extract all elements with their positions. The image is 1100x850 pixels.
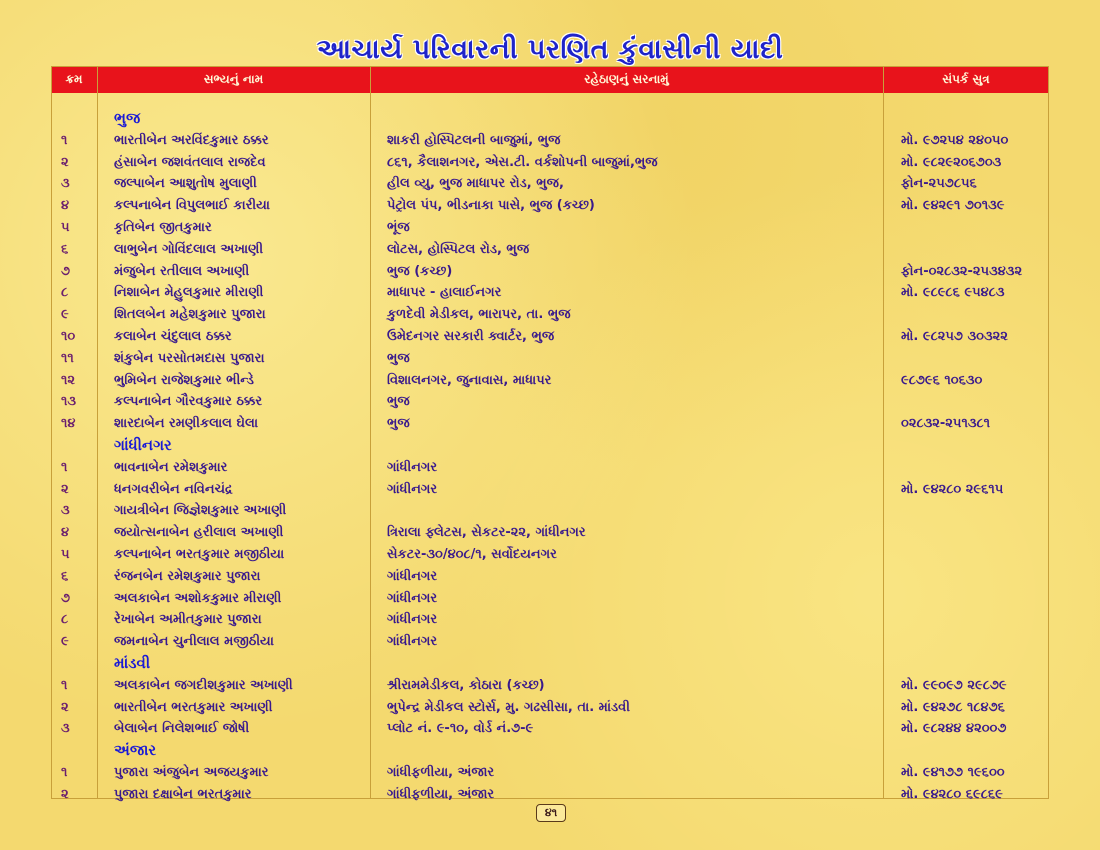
row-number: ૧ bbox=[61, 764, 68, 780]
member-address: ભૂંજ bbox=[387, 219, 410, 235]
group-heading-row bbox=[51, 653, 1049, 675]
row-number: ૨ bbox=[61, 481, 69, 497]
header-address: રહેઠાણનું સરનામું bbox=[584, 72, 669, 86]
member-address: ગાંધીનગર bbox=[387, 481, 438, 497]
member-name: પુજારા અંજુબેન અજયકુમાર bbox=[114, 764, 269, 780]
table-row bbox=[51, 522, 1049, 544]
member-name: હંસાબેન જશવંતલાલ રાજદેવ bbox=[114, 154, 266, 170]
member-address: વિશાલનગર, જુનાવાસ, માધાપર bbox=[387, 372, 552, 388]
group-heading-row bbox=[51, 108, 1049, 130]
table-row bbox=[51, 304, 1049, 326]
row-number: ૧૪ bbox=[61, 416, 76, 432]
member-address: લોટસ, હોસ્પિટલ રોડ, ભુજ bbox=[387, 241, 530, 257]
group-heading-row bbox=[51, 740, 1049, 762]
member-address: સેકટર-૩૦/૪૦૮/૧, સર્વોદયનગર bbox=[387, 546, 557, 562]
member-contact: ૦૨૮૩૨-૨૫૧૩૮૧ bbox=[901, 416, 991, 432]
member-name: કલાબેન ચંદુલાલ ઠક્કર bbox=[114, 328, 232, 344]
row-number: ૮ bbox=[61, 285, 69, 301]
member-contact: મો. ૯૪૨૮૦ ૬૯૮૬૯ bbox=[901, 786, 1003, 802]
member-address: ગાંધીનગર bbox=[387, 590, 438, 606]
table-row bbox=[51, 588, 1049, 610]
member-name: પુજારા દક્ષાબેન ભરતકુમાર bbox=[114, 786, 252, 802]
header-name: સભ્યનું નામ bbox=[203, 72, 264, 86]
member-name: નિશાબેન મેહુલકુમાર મીરાણી bbox=[114, 285, 264, 301]
page-number: ૪૧ bbox=[536, 804, 566, 822]
member-address: કુળદેવી મેડીકલ, ભારાપર, તા. ભુજ bbox=[387, 307, 571, 323]
table-row bbox=[51, 195, 1049, 217]
table-row bbox=[51, 457, 1049, 479]
member-name: શિતલબેન મહેશકુમાર પુજારા bbox=[114, 307, 266, 323]
member-name: અલકાબેન અશોકકુમાર મીરાણી bbox=[114, 590, 282, 606]
member-address: શાકરી હોસ્પિટલની બાજુમાં, ભુજ bbox=[387, 132, 561, 148]
table-row bbox=[51, 282, 1049, 304]
member-name: ધનગવરીબેન નવિનચંદ્ર bbox=[114, 481, 233, 497]
member-address: ભુપેન્દ્ર મેડીકલ સ્ટોર્સ, મુ. ગઢસીસા, તા. માંડવી bbox=[387, 699, 630, 715]
row-number: ૨ bbox=[61, 699, 69, 715]
member-contact: મો. ૯૪૧૭૭ ૧૯૬૦૦ bbox=[901, 764, 1005, 780]
member-name: શંકુબેન પરસોતમદાસ પુજારા bbox=[114, 350, 265, 366]
table-row bbox=[51, 718, 1049, 740]
member-name: કલ્પનાબેન વિપુલભાઈ કારીયા bbox=[114, 198, 270, 214]
row-number: ૭ bbox=[61, 590, 71, 606]
table-row bbox=[51, 261, 1049, 283]
table-body bbox=[51, 108, 1049, 806]
member-name: જમનાબેન ચુનીલાલ મજીઠીયા bbox=[114, 634, 274, 650]
member-address: શ્રીરામમેડીકલ, કોઠારા (કચ્છ) bbox=[387, 677, 545, 693]
member-name: ભારતીબેન અરવિંદકુમાર ઠક્કર bbox=[114, 132, 269, 148]
row-number: ૫ bbox=[61, 219, 70, 235]
member-address: ગાંધીફળીયા, અંજાર bbox=[387, 764, 495, 780]
row-number: ૩ bbox=[61, 503, 70, 519]
member-address: હીલ વ્યુ, ભુજ માધાપર રોડ, ભુજ, bbox=[387, 176, 564, 192]
member-contact: મો. ૯૯૦૯૭ ૨૯૮૭૯ bbox=[901, 677, 1007, 693]
member-address: ત્રિરાલા ફ્લેટસ, સેકટર-૨૨, ગાંધીનગર bbox=[387, 525, 586, 541]
member-contact: મો. ૯૮૯૮૬ ૯૫૪૮૩ bbox=[901, 285, 1005, 301]
row-number: ૩ bbox=[61, 176, 70, 192]
group-heading: ભુજ bbox=[114, 109, 141, 127]
member-contact: મો. ૯૭૨૫૪ ૨૪૦૫૦ bbox=[901, 132, 1009, 148]
row-number: ૨ bbox=[61, 154, 69, 170]
table-row bbox=[51, 217, 1049, 239]
member-name: કલ્પનાબેન ભરતકુમાર મજીઠીયા bbox=[114, 546, 285, 562]
table-row bbox=[51, 675, 1049, 697]
row-number: ૧૩ bbox=[61, 394, 77, 410]
row-number: ૪ bbox=[61, 525, 70, 541]
row-number: ૧૨ bbox=[61, 372, 76, 388]
group-heading-row bbox=[51, 435, 1049, 457]
table-row bbox=[51, 348, 1049, 370]
table-row bbox=[51, 479, 1049, 501]
table-row bbox=[51, 566, 1049, 588]
row-number: ૧૦ bbox=[61, 328, 76, 344]
row-number: ૮ bbox=[61, 612, 69, 628]
row-number: ૧ bbox=[61, 459, 68, 475]
table-row bbox=[51, 697, 1049, 719]
table-row bbox=[51, 413, 1049, 435]
row-number: ૧ bbox=[61, 677, 68, 693]
member-name: જલ્પાબેન આશુતોષ મુલાણી bbox=[114, 176, 257, 192]
header-contact: સંપર્ક સુત્ર bbox=[942, 72, 990, 86]
member-name: કલ્પનાબેન ગૌરવકુમાર ઠક્કર bbox=[114, 394, 263, 410]
member-contact: મો. ૯૪૨૭૮ ૧૮૪૭૬ bbox=[901, 699, 1005, 715]
member-name: અલકાબેન જગદીશકુમાર અખાણી bbox=[114, 677, 293, 693]
member-address: ભુજ bbox=[387, 350, 410, 366]
table-row bbox=[51, 631, 1049, 653]
member-name: રંજનબેન રમેશકુમાર પુજારા bbox=[114, 568, 261, 584]
member-contact: મો. ૯૪૨૯૧ ૭૦૧૩૯ bbox=[901, 198, 1005, 214]
member-contact: મો. ૯૪૨૮૦ ૨૯૬૧૫ bbox=[901, 481, 1004, 497]
member-contact: ફોન-૦૨૮૩૨-૨૫૩૪૩૨ bbox=[901, 263, 1023, 279]
member-address: પેટ્રોલ પંપ, ભીડનાકા પાસે, ભુજ (કચ્છ) bbox=[387, 198, 595, 214]
member-name: ગાયત્રીબેન જિજ્ઞેશકુમાર અખાણી bbox=[114, 503, 287, 519]
row-number: ૯ bbox=[61, 634, 69, 650]
row-number: ૯ bbox=[61, 307, 69, 323]
table-row bbox=[51, 173, 1049, 195]
member-name: કૃતિબેન જીતકુમાર bbox=[114, 219, 212, 235]
row-number: ૫ bbox=[61, 546, 70, 562]
table-row bbox=[51, 152, 1049, 174]
member-address: પ્લોટ નં. ૯-૧૦, વોર્ડ નં.૭-૯ bbox=[387, 721, 534, 737]
member-contact: મો. ૯૮૨૪૪ ૪૨૦૦૭ bbox=[901, 721, 1007, 737]
member-contact: ફોન-૨૫૭૮૫૬ bbox=[901, 176, 977, 192]
member-address: માધાપર - હાલાઈનગર bbox=[387, 285, 502, 301]
table-row bbox=[51, 326, 1049, 348]
table-row bbox=[51, 544, 1049, 566]
member-address: ગાંધીનગર bbox=[387, 459, 438, 475]
member-name: મંજુબેન રતીલાલ અખાણી bbox=[114, 263, 250, 279]
member-name: ભારતીબેન ભરતકુમાર અખાણી bbox=[114, 699, 273, 715]
member-address: ગાંધીનગર bbox=[387, 634, 438, 650]
group-heading: અંજાર bbox=[114, 741, 157, 760]
member-address: ભુજ bbox=[387, 394, 410, 410]
member-name: લાભુબેન ગોવિંદલાલ અખાણી bbox=[114, 241, 264, 257]
member-name: શારદાબેન રમણીકલાલ ઘેલા bbox=[114, 416, 259, 432]
row-number: ૬ bbox=[61, 241, 69, 257]
row-number: ૧૧ bbox=[61, 350, 74, 366]
member-address: ગાંધીનગર bbox=[387, 568, 438, 584]
table-row bbox=[51, 130, 1049, 152]
member-name: રેખાબેન અમીતકુમાર પુજારા bbox=[114, 612, 262, 628]
member-contact: મો. ૯૮૨૯૨૦૬૭૦૩ bbox=[901, 154, 1002, 170]
member-contact: ૯૮૭૯૬ ૧૦૬૩૦ bbox=[901, 372, 983, 388]
member-name: જયોત્સનાબેન હરીલાલ અખાણી bbox=[114, 525, 284, 541]
member-address: ગાંધીનગર bbox=[387, 612, 438, 628]
row-number: ૪ bbox=[61, 198, 70, 214]
member-name: બેલાબેન નિલેશભાઈ જોષી bbox=[114, 721, 250, 737]
row-number: ૭ bbox=[61, 263, 71, 279]
member-contact: મો. ૯૮૨૫૭ ૩૦૩૨૨ bbox=[901, 328, 1008, 344]
table-row bbox=[51, 609, 1049, 631]
header-num: ક્રમ bbox=[65, 72, 83, 86]
row-number: ૬ bbox=[61, 568, 69, 584]
member-name: ભુમિબેન રાજેશકુમાર ભીન્ડે bbox=[114, 372, 254, 388]
table-row bbox=[51, 370, 1049, 392]
row-number: ૧ bbox=[61, 132, 68, 148]
member-address: ઉમેદનગર સરકારી ક્વાર્ટર, ભુજ bbox=[387, 328, 555, 344]
table-row bbox=[51, 239, 1049, 261]
row-number: ૩ bbox=[61, 721, 70, 737]
table-row bbox=[51, 762, 1049, 784]
member-address: ગાંધીફળીયા, અંજાર bbox=[387, 786, 495, 802]
table-row bbox=[51, 500, 1049, 522]
page-title: આચાર્ય પરિવારની પરણિત કુંવાસીની યાદી bbox=[316, 34, 784, 65]
row-number: ૨ bbox=[61, 786, 69, 802]
member-name: ભાવનાબેન રમેશકુમાર bbox=[114, 459, 228, 475]
group-heading: માંડવી bbox=[114, 653, 151, 672]
group-heading: ગાંધીનગર bbox=[114, 435, 172, 454]
member-address: ૮૬૧, કૈલાશનગર, એસ.ટી. વર્કશોપની બાજુમાં,ભુજ bbox=[387, 154, 658, 170]
member-address: ભુજ (કચ્છ) bbox=[387, 263, 453, 279]
table-row bbox=[51, 784, 1049, 806]
table-row bbox=[51, 391, 1049, 413]
member-address: ભુજ bbox=[387, 416, 410, 432]
